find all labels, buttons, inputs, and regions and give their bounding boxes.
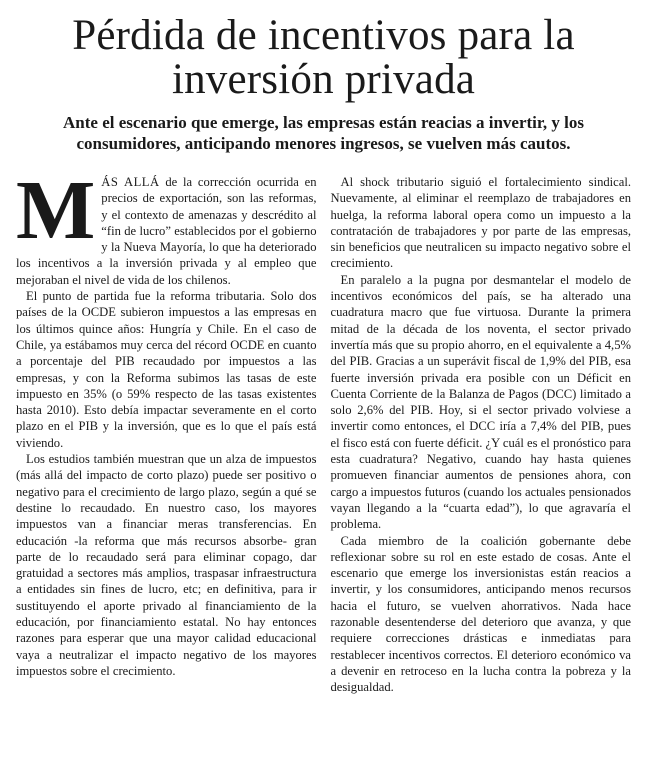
paragraph-4: Al shock tributario siguió el fortalecimiento sindical. Nuevamente, al eliminar el reemplazo de trabajadores en huelga, la reforma laboral opera como un impuesto a la contratación de trabajadores y por parte de las empresas, sin beneficios que neutralicen su impacto negativo sobre el crecimiento. <box>330 175 631 271</box>
column-left <box>16 164 317 696</box>
editorial-page <box>0 14 645 775</box>
article-body <box>16 164 631 696</box>
paragraph-1-text: de la corrección ocurrida en precios de exportación, son las reformas, y el contexto de amenazas y descrédito al “fin de lucro” establecidos por el gobierno y la Nueva Mayoría, lo que ha deteriorado los incentivos a la inversión privada y al empleo que mejoraban el nivel de vida de los chilenos. <box>16 175 317 287</box>
headline: Pérdida de incentivos para la inversión privada <box>72 12 575 103</box>
column-right <box>331 174 632 696</box>
paragraph-6: Cada miembro de la coalición gobernante debe reflexionar sobre su rol en este estado de cosas. Ante el escenario que emerge los inversionistas están reacios a invertir, y los consumidores, anticipando menos recursos hacia el futuro, se vuelven ahorrativos. Nada hace razonable desentenderse del deterioro que avanza, y que requiere correcciones drásticas e inmediatas para restablecer incentivos correctos. El deterioro económico va a devenir en retroceso en la lucha contra la pobreza y la desigualdad. <box>330 533 631 695</box>
paragraph-2: El punto de partida fue la reforma tributaria. Solo dos países de la OCDE subieron impuestos a las empresas en los últimos quince años: Hungría y Chile. En el caso de Chile, ya estábamos muy cerca del récord OCDE en cuanto a porcentaje del PIB recaudado por impuestos a las empresas, y con la Reforma subimos las tasas de este impuesto en 35% (o 59% respecto de las tasas existentes hasta 2010). Esto debía impactar severamente en el corto plazo en el PIB y la inversión, que es lo que el país está viviendo. <box>16 289 317 450</box>
paragraph-5: En paralelo a la pugna por desmantelar el modelo de incentivos económicos del país, se ha alterado una cuadratura macro que fue virtuosa. Durante la primera mitad de la década de los noventa, el sector privado invertía más que su propio ahorro, en el equivalente a 4,5% del PIB. Gracias a un superávit fiscal de 1,9% del PIB, esa fuerte inversión privada era posible con un Déficit en Cuenta Corriente de la Balanza de Pagos (DCC) limitado a solo 2,6% del PIB. Hoy, si el sector privado volviese a invertir como entonces, el DCC iría a 7,4% del PIB, pues el fisco está con fuerte déficit. ¿Y cuál es el pronóstico para esta cuadratura? Negativo, cuando hay hasta quienes promueven financiar aumentos de pensiones ahora, con cargo a impuestos futuros (cuando los actuales pensionados vayan llegando a la “cuarta edad”), lo que agravaría el problema. <box>330 272 631 532</box>
lead-in-caps: ÁS ALLÁ <box>101 175 160 189</box>
drop-cap: M <box>16 164 96 257</box>
paragraph-1 <box>16 164 317 288</box>
subheadline: Ante el escenario que emerge, las empresas están reacias a invertir, y los consumidores, anticipando menores ingresos, se vuelven más cautos. <box>63 113 584 153</box>
paragraph-3: Los estudios también muestran que un alza de impuestos (más allá del impacto de corto plazo) puede ser positivo o negativo para el crecimiento de largo plazo, según a qué se destine lo recaudado. En nuestro caso, los mayores impuestos van a financiar meras transferencias. En educación -la reforma que más recursos absorbe- gran parte de lo recaudado será para eliminar copago, dar gratuidad a sectores más amplios, traspasar infraestructura a entidades sin fines de lucro, etc; en definitiva, para ir sustituyendo el aporte privado al financiamiento de la educación, por financiamiento estatal. No hay entonces razones para esperar que una mayor calidad educacional vaya a neutralizar el impacto negativo de los mayores impuestos sobre el crecimiento. <box>16 452 317 678</box>
